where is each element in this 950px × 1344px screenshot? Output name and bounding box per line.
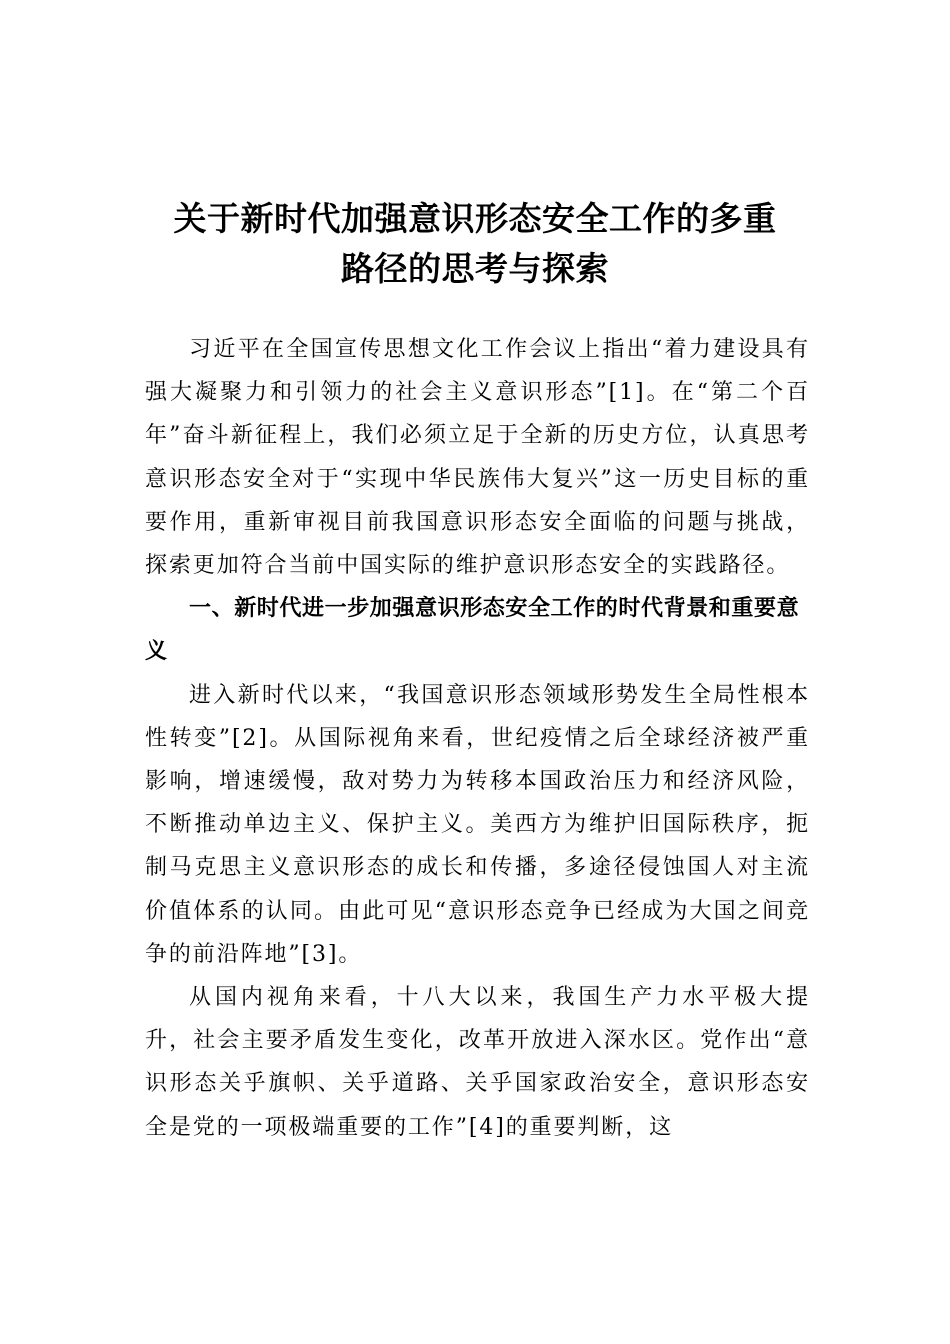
paragraph-intro: 习近平在全国宣传思想文化工作会议上指出“着力建设具有强大凝聚力和引领力的社会主义意识形态”[1]。在“第二个百年”奋斗新征程上，我们必须立足于全新的历史方位，认真思考意识形态安全对于“实现中华民族伟大复兴”这一历史目标的重要作用，重新审视目前我国意识形态安全面临的问题与挑战，探索更加符合当前中国实际的维护意识形态安全的实践路径。 — [145, 337, 810, 579]
document-title — [130, 194, 820, 294]
section-heading-1: 一、新时代进一步加强意识形态安全工作的时代背景和重要意义 — [145, 596, 800, 665]
title-line-1: 关于新时代加强意识形态安全工作的多重 — [173, 199, 777, 239]
paragraph-domestic: 从国内视角来看，十八大以来，我国生产力水平极大提升，社会主要矛盾发生变化，改革开放进入深水区。党作出“意识形态关乎旗帜、关乎道路、关乎国家政治安全，意识形态安全是党的一项极端重要的工作”[4]的重要判断，这 — [145, 985, 810, 1140]
document-body — [145, 328, 810, 1149]
paragraph-international: 进入新时代以来，“我国意识形态领域形势发生全局性根本性转变”[2]。从国际视角来看，世纪疫情之后全球经济被严重影响，增速缓慢，敌对势力为转移本国政治压力和经济风险，不断推动单边主义、保护主义。美西方为维护旧国际秩序，扼制马克思主义意识形态的成长和传播，多途径侵蚀国人对主流价值体系的认同。由此可见“意识形态竞争已经成为大国之间竞争的前沿阵地”[3]。 — [145, 682, 810, 967]
title-line-2: 路径的思考与探索 — [341, 249, 609, 289]
